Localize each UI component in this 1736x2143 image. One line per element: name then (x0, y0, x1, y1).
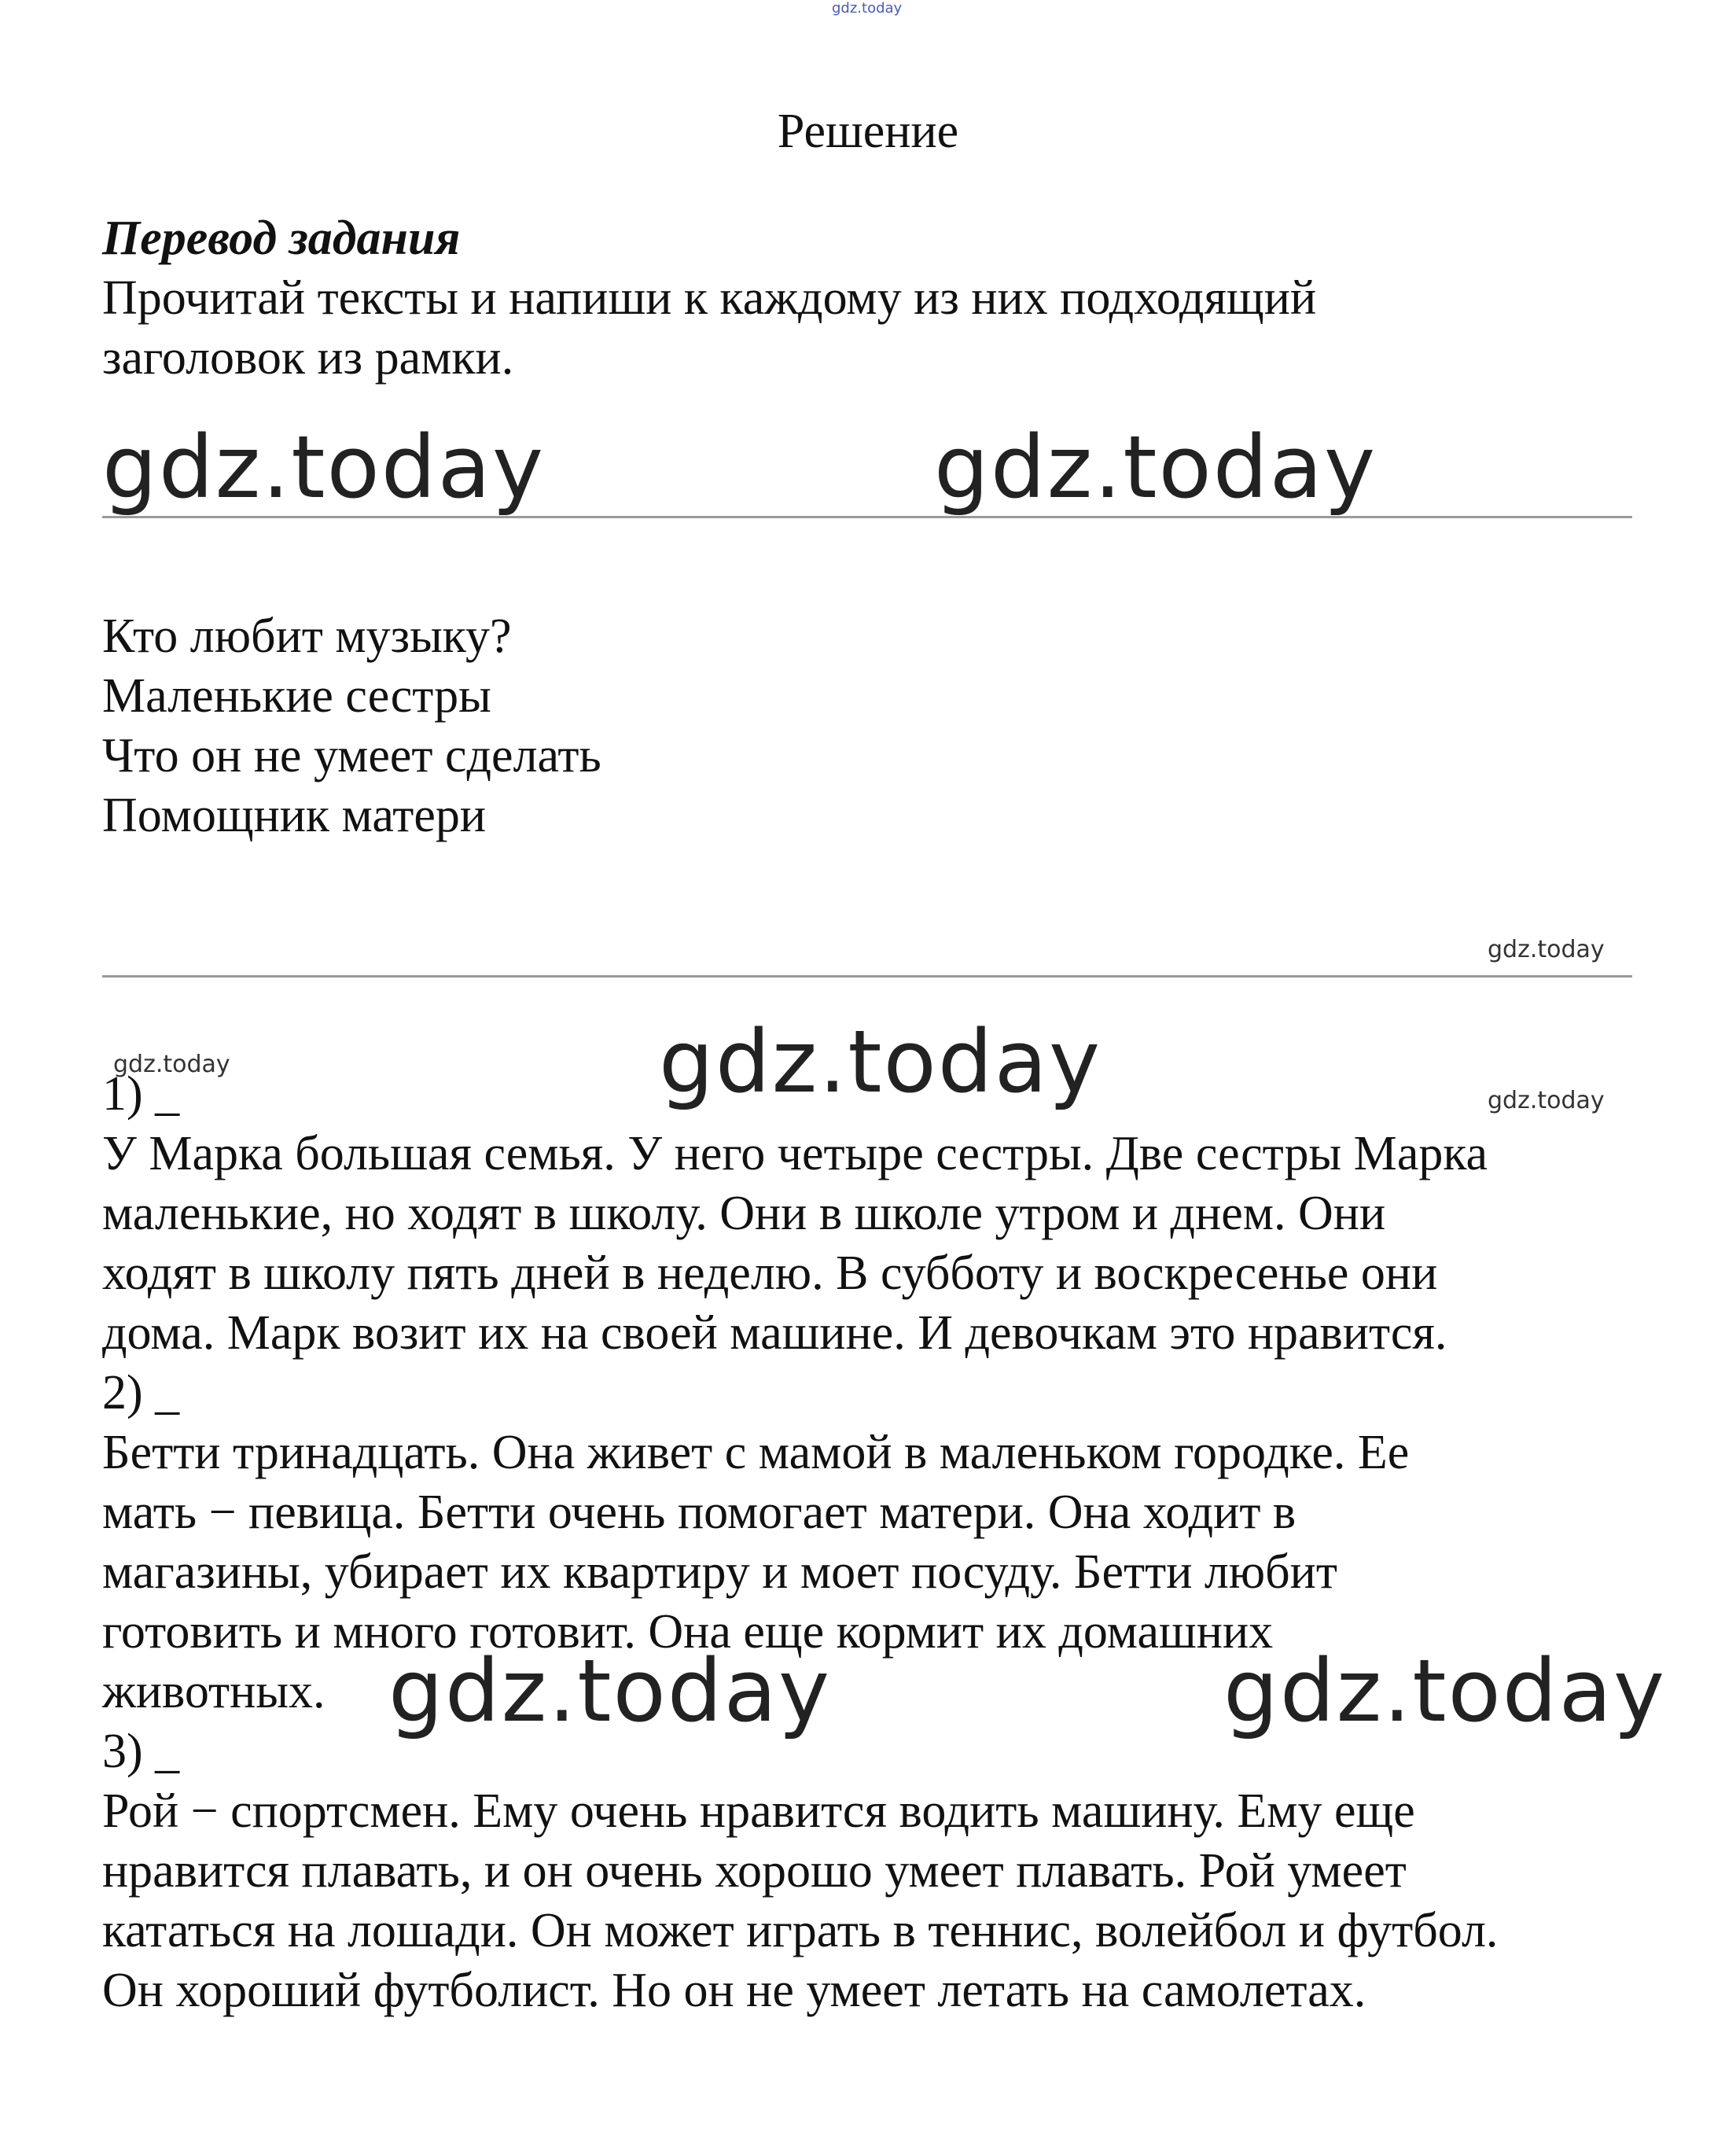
task-line: заголовок из рамки. (102, 331, 514, 385)
watermark-small: gdz.today (113, 1051, 230, 1078)
section-text-line: мать − певица. Бетти очень помогает матери. Она ходит в (102, 1486, 1296, 1539)
watermark-big: gdz.today (659, 1011, 1102, 1112)
section-text-line: дома. Марк возит их на своей машине. И девочкам это нравится. (102, 1306, 1447, 1360)
watermark-big: gdz.today (934, 417, 1377, 517)
section-text-line: ходят в школу пять дней в неделю. В субботу и воскресенье они (102, 1246, 1438, 1300)
headings-box-item: Помощник матери (102, 789, 487, 842)
section-text-line: готовить и много готовит. Она еще кормит их домашних (102, 1605, 1274, 1659)
section-text-line: У Марка большая семья. У него четыре сестры. Две сестры Марка (102, 1127, 1488, 1180)
watermark-big: gdz.today (102, 417, 546, 517)
watermark-big: gdz.today (388, 1640, 832, 1741)
section-number: 1) _ (102, 1067, 180, 1121)
section-text-line: животных. (102, 1665, 326, 1718)
top-watermark: gdz.today (832, 0, 903, 17)
divider-top (102, 516, 1632, 518)
divider-bottom (102, 975, 1632, 978)
section-text-line: Бетти тринадцать. Она живет с мамой в маленьком городке. Ее (102, 1426, 1410, 1479)
section-text-line: магазины, убирает их квартиру и моет посуду. Бетти любит (102, 1545, 1337, 1599)
headings-box-item: Маленькие сестры (102, 669, 491, 723)
watermark-big: gdz.today (1223, 1640, 1667, 1741)
page-title: Решение (777, 105, 959, 158)
watermark-small: gdz.today (1488, 1087, 1605, 1114)
section-text-line: Рой − спортсмен. Ему очень нравится водить машину. Ему еще (102, 1784, 1415, 1838)
section-number: 2) _ (102, 1366, 180, 1419)
section-text-line: кататься на лошади. Он может играть в теннис, волейбол и футбол. (102, 1904, 1499, 1957)
section-number: 3) _ (102, 1725, 180, 1778)
headings-box-item: Кто любит музыку? (102, 609, 512, 663)
section-text-line: Он хороший футболист. Но он не умеет летать на самолетах. (102, 1964, 1366, 2017)
section-text-line: нравится плавать, и он очень хорошо умеет плавать. Рой умеет (102, 1844, 1407, 1898)
task-line: Прочитай тексты и напиши к каждому из них подходящий (102, 271, 1317, 325)
section-text-line: маленькие, но ходят в школу. Они в школе утром и днем. Они (102, 1187, 1386, 1240)
task-heading: Перевод задания (102, 212, 461, 265)
watermark-small: gdz.today (1488, 936, 1605, 963)
headings-box-item: Что он не умеет сделать (102, 729, 601, 782)
